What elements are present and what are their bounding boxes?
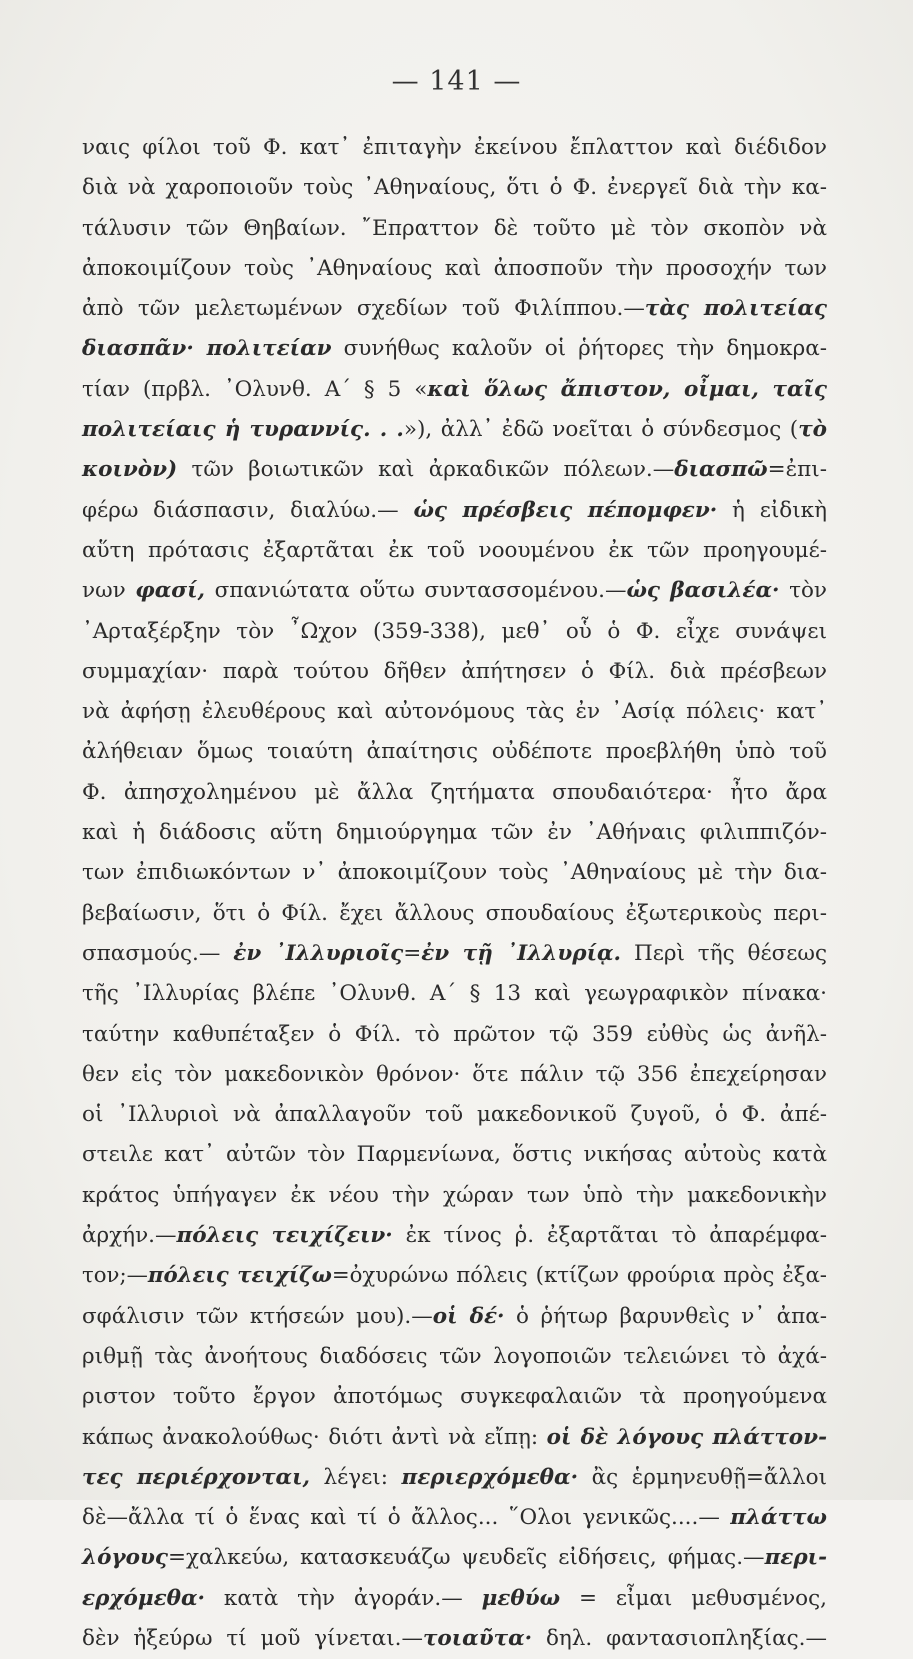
lemma-text: πλάττω	[730, 1505, 827, 1531]
text-line	[82, 329, 827, 369]
text-line	[82, 1458, 827, 1498]
text-run: σφάλισιν τῶν κτήσεών μου).—	[82, 1303, 433, 1329]
lemma-text: οἱ δέ·	[432, 1303, 505, 1329]
text-line	[82, 692, 827, 732]
text-line	[82, 168, 827, 208]
lemma-text: τες περιέρχονται,	[82, 1464, 310, 1490]
text-line	[82, 1418, 827, 1458]
text-line	[82, 813, 827, 853]
text-run: στειλε κατ᾿ αὐτῶν τὸν Παρμενίωνα, ὅστις νικήσας αὐτοὺς κατὰ	[82, 1142, 827, 1168]
text-line	[82, 652, 827, 692]
text-run: ἀπὸ τῶν μελετωμένων σχεδίων τοῦ Φιλίππου.—	[82, 296, 645, 322]
lemma-text: ὡς βασιλέα·	[626, 578, 780, 604]
text-run: »), ἀλλ᾿ ἐδῶ νοεῖται ὁ σύνδεσμος (	[403, 417, 799, 443]
lemma-text: πόλεις τειχίζω	[147, 1263, 332, 1289]
lemma-text: πόλεις τειχίζειν·	[176, 1223, 393, 1249]
text-run: Περὶ τῆς θέσεως	[621, 940, 827, 966]
text-run: βεβαίωσιν, ὅτι ὁ Φίλ. ἔχει ἄλλους σπουδαίους ἐξωτερικοὺς περι-	[82, 900, 827, 926]
text-run: θεν εἰς τὸν μακεδονικὸν θρόνον· ὅτε πάλιν τῷ 356 ἐπεχείρησαν	[82, 1061, 827, 1087]
text-run: αὕτη πρότασις ἐξαρτᾶται ἐκ τοῦ νοουμένου ἐκ τῶν προηγουμέ-	[82, 537, 827, 563]
text-line	[82, 1498, 827, 1538]
lemma-text: λόγους	[82, 1545, 168, 1571]
text-run: συμμαχίαν· παρὰ τούτου δῆθεν ἀπήτησεν ὁ Φίλ. διὰ πρέσβεων	[82, 658, 827, 684]
text-run: τον;—	[82, 1263, 148, 1289]
text-run: ναις φίλοι τοῦ Φ. κατ᾿ ἐπιταγὴν ἐκείνου ἔπλαττον καὶ διέδιδον	[82, 135, 827, 160]
text-line	[82, 1015, 827, 1055]
text-run: ᾿Αρταξέρξην τὸν ῏Ωχον (359-338), μεθ᾿ οὗ ὁ Φ. εἶχε συνάψει	[82, 618, 827, 644]
text-line	[82, 1055, 827, 1095]
text-run: τίαν (πρβλ. ᾿Ολυνθ. Α΄ § 5 «	[82, 376, 428, 402]
text-run: σπανιώτατα οὕτω συντασσομένου.—	[205, 578, 627, 604]
lemma-text: διασπῶ	[674, 457, 768, 483]
text-run: διὰ νὰ χαροποιοῦν τοὺς ᾿Αθηναίους, ὅτι ὁ Φ. ἐνεργεῖ διὰ τὴν κα-	[82, 175, 827, 201]
text-run: σπασμούς.—	[82, 940, 234, 966]
text-line	[82, 1176, 827, 1216]
text-run: κατὰ τὴν ἀγοράν.—	[205, 1585, 482, 1611]
text-run: δὲν ἠξεύρω τί μοῦ γίνεται.—	[82, 1625, 423, 1651]
text-line	[82, 249, 827, 289]
text-line	[82, 128, 827, 168]
text-run: =χαλκεύω, κατασκευάζω ψευδεῖς εἰδήσεις, φήμας.—	[167, 1545, 765, 1571]
lemma-text: μεθύω	[481, 1585, 561, 1611]
text-line	[82, 1538, 827, 1578]
lemma-text: διασπᾶν· πολιτείαν	[82, 336, 332, 362]
text-line	[82, 894, 827, 934]
text-run: ἀποκοιμίζουν τοὺς ᾿Αθηναίους καὶ ἀποσποῦν τὴν προσοχήν των	[82, 255, 827, 281]
text-run: φέρω διάσπασιν, διαλύω.—	[82, 497, 414, 523]
lemma-text: τοιαῦτα·	[422, 1625, 533, 1651]
lemma-text: τὰς πολιτείας	[644, 296, 827, 322]
lemma-text: ερχόμεθα·	[82, 1585, 206, 1611]
text-run: οἱ ᾿Ιλλυριοὶ νὰ ἀπαλλαγοῦν τοῦ μακεδονικοῦ ζυγοῦ, ὁ Φ. ἀπέ-	[82, 1102, 827, 1128]
text-line	[82, 853, 827, 893]
text-run: =	[403, 940, 422, 966]
text-run: ἐκ τίνος ῥ. ἐξαρτᾶται τὸ ἀπαρέμφα-	[392, 1223, 827, 1249]
text-line	[82, 612, 827, 652]
text-line	[82, 974, 827, 1014]
text-run: ριστον τοῦτο ἔργον ἀποτόμως συγκεφαλαιῶν τὰ προηγούμενα	[82, 1384, 827, 1410]
text-run: δηλ. φαντασιοπληξίας.—	[532, 1625, 828, 1651]
lemma-text: ἐν ᾿Ιλλυριοῖς	[233, 940, 404, 966]
page-number: — 141 —	[391, 66, 522, 97]
text-run: δὲ—ἄλλα τί ὁ ἕνας καὶ τί ὁ ἄλλος... ῞Ολοι γενικῶς....—	[82, 1505, 731, 1531]
text-line	[82, 773, 827, 813]
text-line	[82, 1579, 827, 1619]
text-run: =ἐπι-	[767, 457, 827, 483]
text-run: ἡ εἰδικὴ	[717, 497, 827, 523]
text-line	[82, 1095, 827, 1135]
lemma-text: πολιτείαις ἡ τυραννίς. . .	[82, 417, 404, 443]
text-run: λέγει:	[310, 1464, 402, 1490]
text-run: ὁ ῥήτωρ βαρυνθεὶς ν᾿ ἀπα-	[504, 1303, 828, 1329]
text-line	[82, 1135, 827, 1175]
lemma-text: περι-	[764, 1545, 827, 1571]
text-run: ταύτην καθυπέταξεν ὁ Φίλ. τὸ πρῶτον τῷ 359 εὐθὺς ὡς ἀνῆλ-	[82, 1021, 827, 1047]
text-line	[82, 410, 827, 450]
commentary-text	[82, 128, 827, 1659]
lemma-text: κοινὸν)	[82, 457, 178, 483]
lemma-text: τὸ	[798, 417, 827, 443]
text-line	[82, 370, 827, 410]
text-line	[82, 1297, 827, 1337]
text-run: κάπως ἀνακολούθως· διότι ἀντὶ νὰ εἴπῃ:	[82, 1424, 547, 1450]
text-run: τῶν βοιωτικῶν καὶ ἀρκαδικῶν πόλεων.—	[177, 457, 675, 483]
lemma-text: φασί,	[135, 578, 206, 604]
text-line	[82, 209, 827, 249]
lemma-text: καὶ ὅλως ἄπιστον, οἶμαι, ταῖς	[427, 376, 827, 402]
lemma-text: οἱ δὲ λόγους πλάττον-	[546, 1424, 827, 1450]
text-run: Φ. ἀπησχολημένου μὲ ἄλλα ζητήματα σπουδαιότερα· ἦτο ἄρα	[82, 779, 827, 805]
text-run: συνήθως καλοῦν οἱ ῥήτορες τὴν δημοκρα-	[331, 336, 827, 362]
text-line	[82, 571, 827, 611]
text-run: ἀλήθειαν ὅμως τοιαύτη ἀπαίτησις οὐδέποτε προεβλήθη ὑπὸ τοῦ	[82, 739, 827, 765]
text-line	[82, 934, 827, 974]
text-run: ἀρχήν.—	[82, 1223, 177, 1249]
text-run: καὶ ἡ διάδοσις αὕτη δημιούργημα τῶν ἐν ᾿Αθήναις φιλιππιζόν-	[82, 820, 827, 846]
text-line	[82, 491, 827, 531]
text-line	[82, 289, 827, 329]
lemma-text: ὡς πρέσβεις πέπομφεν·	[413, 497, 718, 523]
text-line	[82, 732, 827, 772]
text-run: τῆς ᾿Ιλλυρίας βλέπε ᾿Ολυνθ. Α΄ § 13 καὶ γεωγραφικὸν πίνακα·	[82, 981, 827, 1007]
text-line	[82, 531, 827, 571]
text-line	[82, 1377, 827, 1417]
lemma-text: ἐν τῇ ᾿Ιλλυρίᾳ.	[421, 940, 622, 966]
text-line	[82, 1256, 827, 1296]
text-run: τὸν	[779, 578, 828, 604]
text-line	[82, 450, 827, 490]
text-run: νὰ ἀφήσῃ ἐλευθέρους καὶ αὐτονόμους τὰς ἐν ᾿Ασίᾳ πόλεις· κατ᾿	[82, 699, 827, 725]
text-run: των ἐπιδιωκόντων ν᾿ ἀποκοιμίζουν τοὺς ᾿Αθηναίους μὲ τὴν δια-	[82, 860, 827, 886]
text-run: νων	[82, 578, 136, 604]
text-run: ριθμῇ τὰς ἀνοήτους διαδόσεις τῶν λογοποιῶν τελειώνει τὸ ἀχά-	[82, 1343, 827, 1369]
text-line	[82, 1619, 827, 1659]
text-line	[82, 1216, 827, 1256]
text-run: = εἶμαι μεθυσμένος,	[560, 1585, 827, 1611]
text-run: τάλυσιν τῶν Θηβαίων. ῎Επραττον δὲ τοῦτο μὲ τὸν σκοπὸν νὰ	[82, 215, 827, 241]
text-run: =ὀχυρώνω πόλεις (κτίζων φρούρια πρὸς ἐξα-	[331, 1263, 827, 1289]
text-run: ἂς ἑρμηνευθῇ=ἄλλοι	[578, 1464, 827, 1490]
text-run: κράτος ὑπήγαγεν ἐκ νέου τὴν χώραν των ὑπὸ τὴν μακεδονικὴν	[82, 1182, 827, 1208]
lemma-text: περιερχόμεθα·	[401, 1464, 579, 1490]
text-line	[82, 1337, 827, 1377]
